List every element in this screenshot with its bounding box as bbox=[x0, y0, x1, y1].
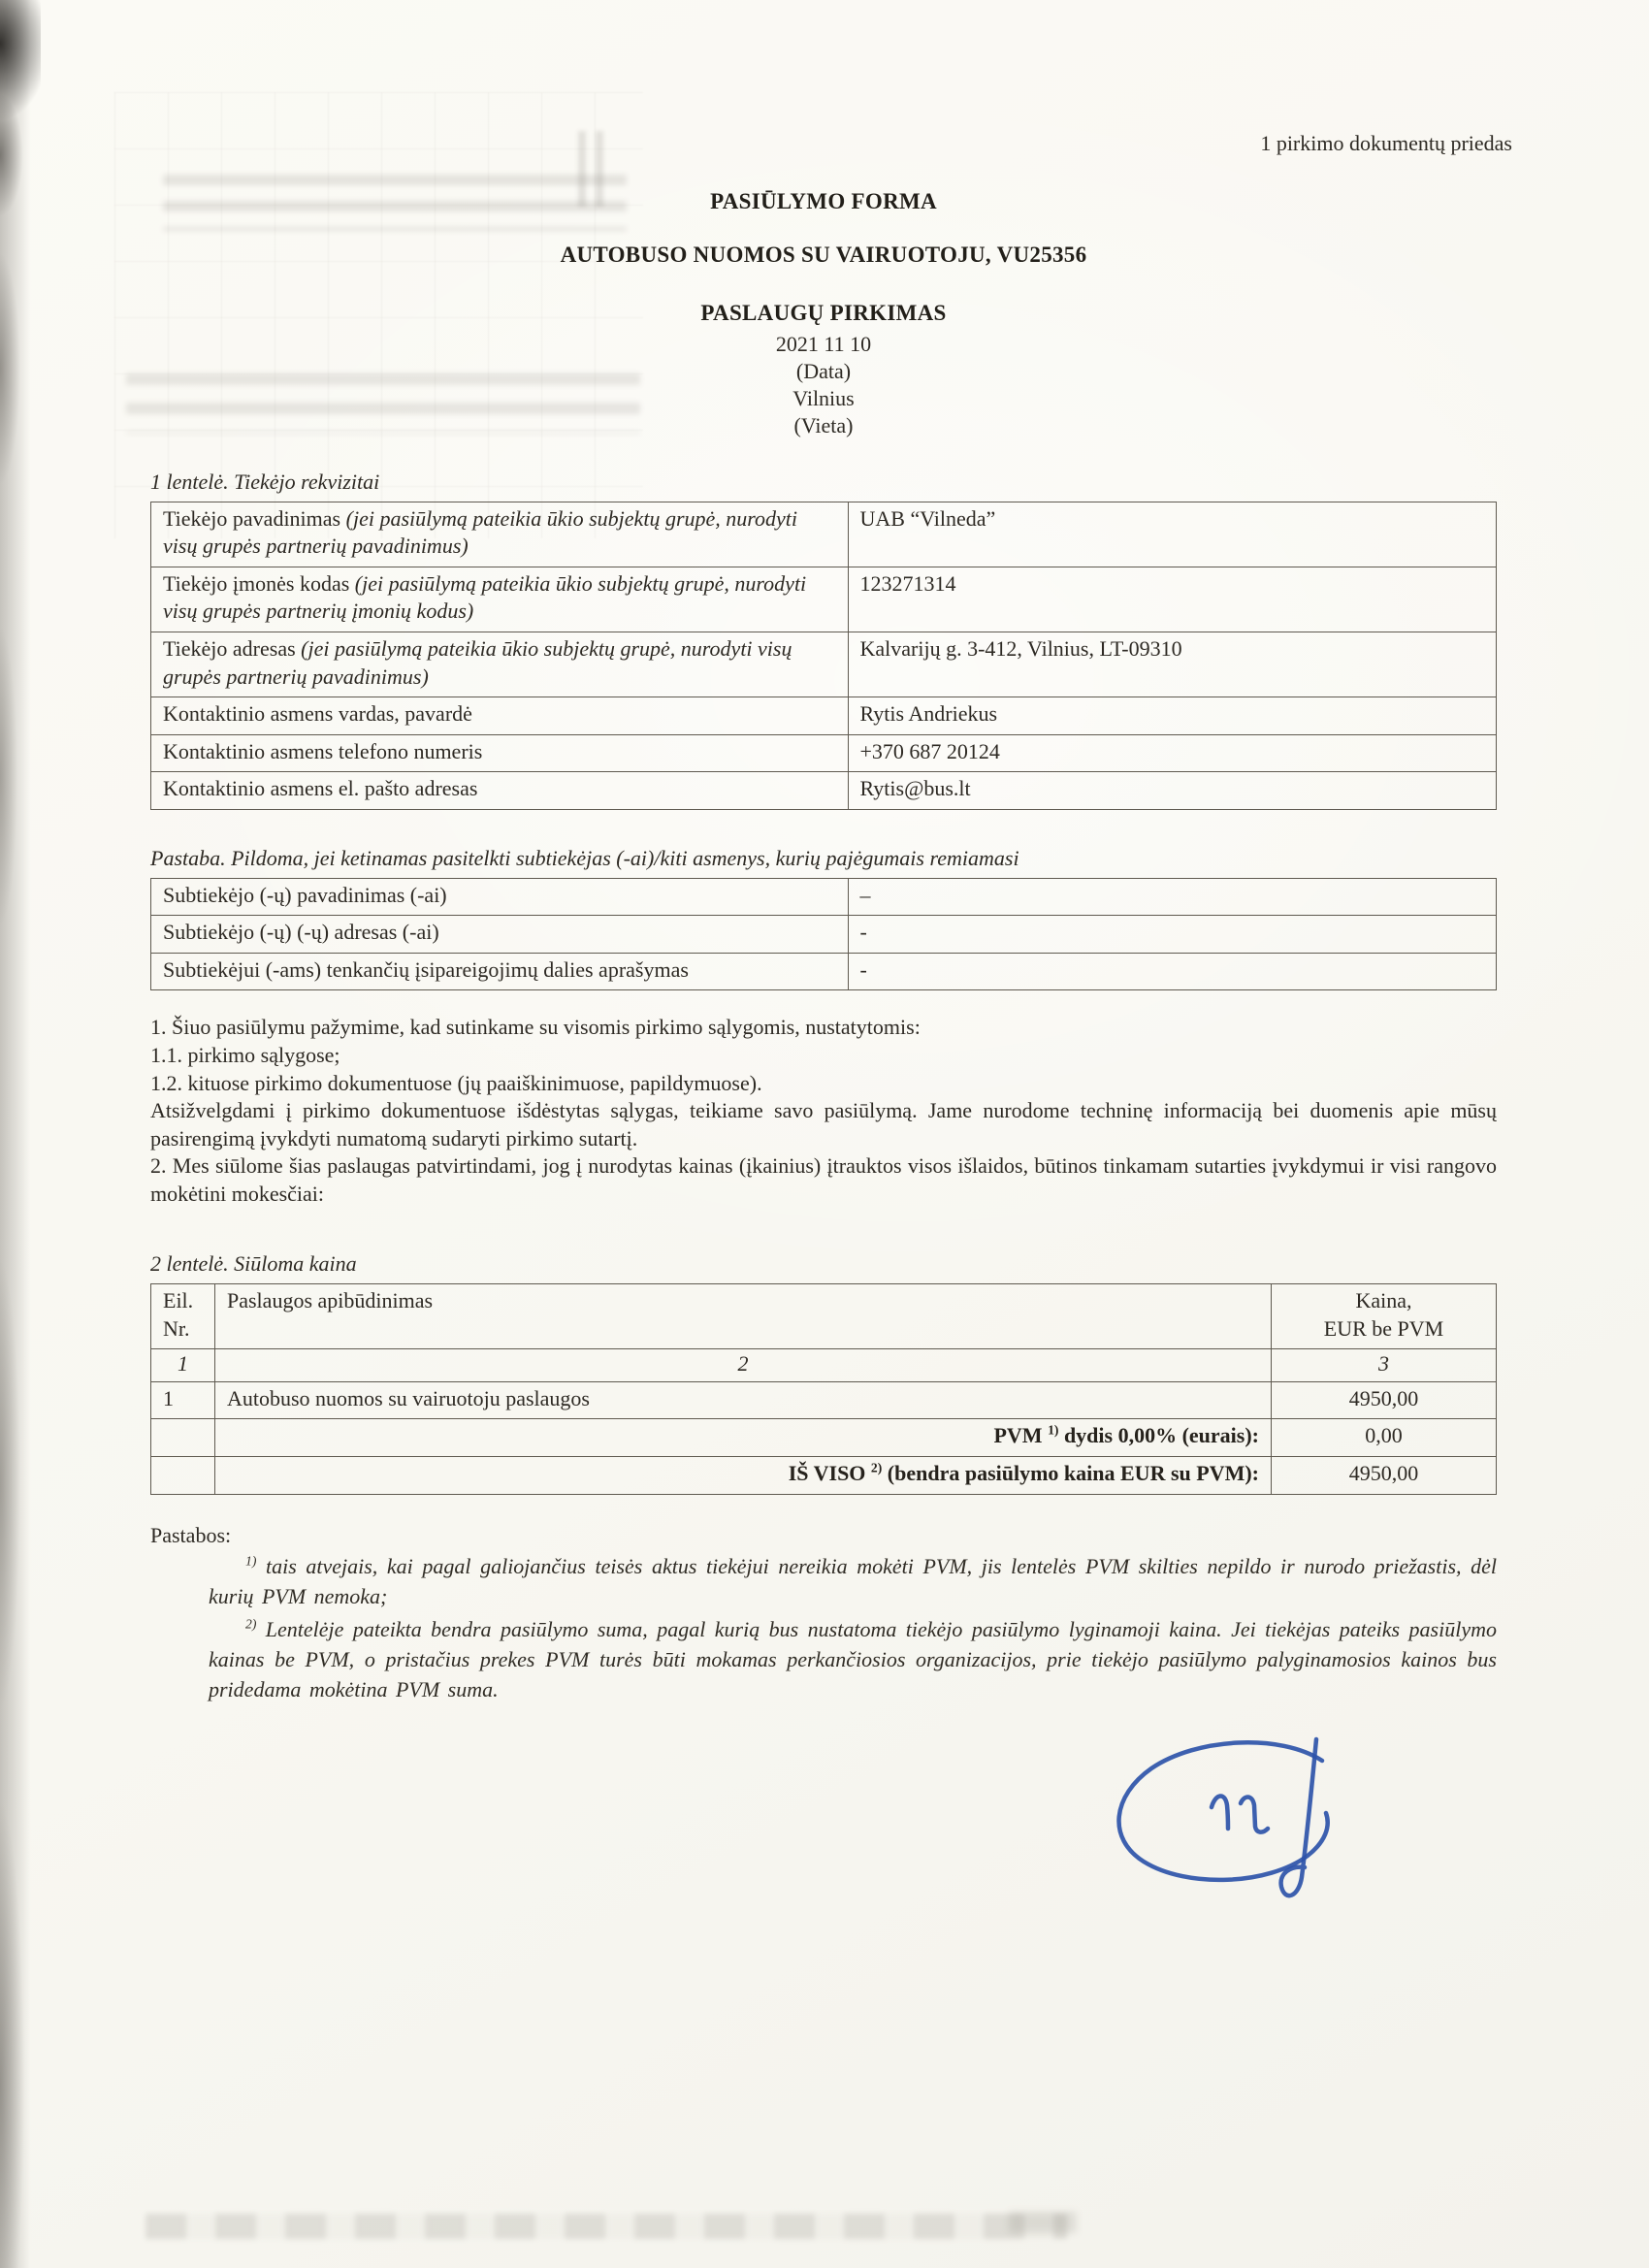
table-row bbox=[151, 953, 1497, 990]
table-row bbox=[151, 878, 1497, 916]
declaration-paragraph: Atsižvelgdami į pirkimo dokumentuose išdėstytas sąlygas, teikiame savo pasiūlymą. Jame nurodome techninę informaciją bei duomenis apie mūsų pasirengimą įvykdyti numatomą sudaryti pirkimo sutartį. bbox=[150, 1098, 1497, 1150]
total-label-rest: (bendra pasiūlymo kaina EUR su PVM): bbox=[882, 1461, 1259, 1486]
numbering-row bbox=[151, 1349, 1497, 1382]
pvm-label: PVM bbox=[993, 1423, 1049, 1448]
footnote-text: tais atvejais, kai pagal galiojančius teisės aktus tiekėjui nereikia mokėti PVM, jis lentelės PVM skilties nepildo ir nurodo priežastis, dėl kurių PVM nemoka; bbox=[209, 1554, 1497, 1609]
row-value-cell: +370 687 20124 bbox=[848, 734, 1497, 772]
row-value-cell: 123271314 bbox=[848, 567, 1497, 632]
numbering-cell: 3 bbox=[1272, 1349, 1497, 1382]
row-label-cell bbox=[151, 567, 849, 632]
declaration-line: 1. Šiuo pasiūlymu pažymime, kad sutinkame su visomis pirkimo sąlygomis, nustatytomis: bbox=[150, 1015, 921, 1040]
declaration-block bbox=[150, 1014, 1497, 1208]
row-price-cell: 4950,00 bbox=[1272, 1381, 1497, 1419]
row-value-cell: Kalvarijų g. 3-412, Vilnius, LT-09310 bbox=[848, 632, 1497, 697]
header-line: Kaina, bbox=[1355, 1288, 1412, 1313]
table-row bbox=[151, 1381, 1497, 1419]
row-label-note: (jei pasiūlymą pateikia ūkio subjektų grupė, nurodyti visų grupės partnerių pavadinimus) bbox=[163, 635, 792, 689]
pvm-label-rest: dydis 0,00% (eurais): bbox=[1058, 1423, 1259, 1448]
row-label-cell: Subtiekėjo (-ų) (-ų) adresas (-ai) bbox=[151, 916, 849, 954]
row-value-cell: - bbox=[848, 916, 1497, 954]
document-place: Vilnius bbox=[792, 386, 855, 411]
table-row bbox=[151, 502, 1497, 567]
empty-cell bbox=[151, 1457, 215, 1495]
declaration-paragraph: 2. Mes siūlome šias paslaugas patvirtindami, jog į nurodytas kainas (įkainius) įtrauktos visos išlaidos, būtinos tinkamam sutarties įvykdymui ir visi rangovo mokėtini mokesčiai: bbox=[150, 1153, 1497, 1206]
table-row bbox=[151, 632, 1497, 697]
row-label-cell: Subtiekėjui (-ams) tenkančių įsipareigojimų dalies aprašymas bbox=[151, 953, 849, 990]
row-label: Kontaktinio asmens el. pašto adresas bbox=[163, 776, 478, 801]
numbering-cell: 1 bbox=[151, 1349, 215, 1382]
row-value-cell: Rytis@bus.lt bbox=[848, 772, 1497, 810]
table-row bbox=[151, 697, 1497, 735]
table-row bbox=[151, 567, 1497, 632]
scan-artifact-left-edge bbox=[0, 0, 41, 2268]
footnote-text: Lentelėje pateikta bendra pasiūlymo suma, pagal kurią bus nustatoma tiekėjo pasiūlymo lyginamoji kaina. Jei tiekėjas pateiks pasiūlymo kainas be PVM, o pristačius prekes PVM turės būti mokamas perkančiosios organizacijos, prie tiekėjo pasiūlymo palyginamosios kainos bus pridedama mokėtina PVM suma. bbox=[209, 1616, 1497, 1702]
footnote-2 bbox=[209, 1614, 1497, 1705]
pvm-label-cell bbox=[215, 1419, 1272, 1457]
row-value-cell: Rytis Andriekus bbox=[848, 697, 1497, 735]
row-label-cell bbox=[151, 772, 849, 810]
pvm-row bbox=[151, 1419, 1497, 1457]
header-cell-description: Paslaugos apibūdinimas bbox=[215, 1284, 1272, 1349]
price-table bbox=[150, 1283, 1497, 1495]
footnote-marker: 1) bbox=[245, 1553, 257, 1569]
row-label: Tiekėjo pavadinimas bbox=[163, 505, 346, 531]
header-line: Nr. bbox=[163, 1315, 190, 1341]
header-line: Eil. bbox=[163, 1288, 194, 1313]
table-row bbox=[151, 916, 1497, 954]
date-place-block bbox=[150, 331, 1497, 439]
table-row bbox=[151, 734, 1497, 772]
row-value-cell: UAB “Vilneda” bbox=[848, 502, 1497, 567]
declaration-line: 1.1. pirkimo sąlygose; bbox=[150, 1042, 340, 1067]
footnote-marker: 2) bbox=[245, 1616, 257, 1632]
table1-caption: 1 lentelė. Tiekėjo rekvizitai bbox=[150, 470, 380, 495]
pvm-value-cell: 0,00 bbox=[1272, 1419, 1497, 1457]
total-footnote-marker: 2) bbox=[870, 1460, 883, 1475]
table-header-row bbox=[151, 1284, 1497, 1349]
row-label: Tiekėjo adresas bbox=[163, 635, 302, 661]
signature-row bbox=[150, 1730, 1351, 1917]
row-label-note: (jei pasiūlymą pateikia ūkio subjektų grupė, nurodyti visų grupės partnerių pavadinimus) bbox=[163, 505, 797, 559]
row-label-cell bbox=[151, 734, 849, 772]
pvm-footnote-marker: 1) bbox=[1048, 1423, 1059, 1439]
row-desc-cell: Autobuso nuomos su vairuotoju paslaugos bbox=[215, 1381, 1272, 1419]
document-title: PASIŪLYMO FORMA bbox=[710, 188, 937, 213]
header-line: EUR be PVM bbox=[1323, 1315, 1444, 1341]
numbering-cell: 2 bbox=[215, 1349, 1272, 1382]
row-label-cell bbox=[151, 502, 849, 567]
subcontractor-table bbox=[150, 878, 1497, 991]
corner-note: 1 pirkimo dokumentų priedas bbox=[1260, 131, 1512, 155]
document-content bbox=[150, 0, 1512, 1917]
row-label-cell: Subtiekėjo (-ų) pavadinimas (-ai) bbox=[151, 878, 849, 916]
row-label: Kontaktinio asmens vardas, pavardė bbox=[163, 701, 472, 727]
date-label: (Data) bbox=[795, 359, 852, 384]
row-label-note: (jei pasiūlymą pateikia ūkio subjektų grupė, nurodyti visų grupės partnerių įmonių kodus) bbox=[163, 570, 807, 624]
row-value-cell: - bbox=[848, 953, 1497, 990]
signature bbox=[1104, 1730, 1351, 1909]
document-subtitle2: PASLAUGŲ PIRKIMAS bbox=[700, 301, 947, 326]
table-row bbox=[151, 772, 1497, 810]
supplier-table bbox=[150, 502, 1497, 810]
header-cell-price bbox=[1272, 1284, 1497, 1349]
row-label-cell bbox=[151, 697, 849, 735]
footnote-1 bbox=[209, 1551, 1497, 1611]
declaration-line: 1.2. kituose pirkimo dokumentuose (jų paaiškinimuose, papildymuose). bbox=[150, 1070, 762, 1095]
row-value-cell: – bbox=[848, 878, 1497, 916]
scan-artifact-bottom-smudge bbox=[146, 2214, 1067, 2239]
row-label: Tiekėjo įmonės kodas bbox=[163, 570, 355, 596]
row-label-cell bbox=[151, 632, 849, 697]
document-subtitle: AUTOBUSO NUOMOS SU VAIRUOTOJU, VU25356 bbox=[560, 243, 1087, 268]
total-row bbox=[151, 1457, 1497, 1495]
row-label: Kontaktinio asmens telefono numeris bbox=[163, 738, 483, 763]
scan-artifact-bottom-smudge bbox=[1009, 2212, 1077, 2233]
row-nr-cell: 1 bbox=[151, 1381, 215, 1419]
total-label-cell bbox=[215, 1457, 1272, 1495]
footnotes-block bbox=[150, 1551, 1497, 1704]
place-label: (Vieta) bbox=[793, 413, 854, 438]
total-label: IŠ VISO bbox=[788, 1461, 871, 1486]
table2-caption: Pastaba. Pildoma, jei ketinamas pasitelkti subtiekėjas (-ai)/kiti asmenys, kurių pajėgumais remiamasi bbox=[150, 845, 1019, 870]
header-cell-nr bbox=[151, 1284, 215, 1349]
empty-cell bbox=[151, 1419, 215, 1457]
notes-title: Pastabos: bbox=[150, 1522, 232, 1547]
total-value-cell: 4950,00 bbox=[1272, 1457, 1497, 1495]
document-date: 2021 11 10 bbox=[775, 332, 872, 357]
table3-caption: 2 lentelė. Siūloma kaina bbox=[150, 1251, 357, 1277]
